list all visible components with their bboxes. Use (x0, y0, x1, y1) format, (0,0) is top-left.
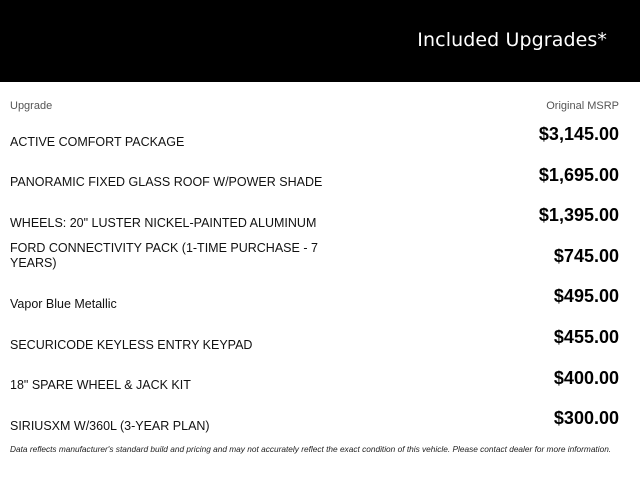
upgrade-name: ACTIVE COMFORT PACKAGE (10, 134, 185, 149)
upgrade-name: Vapor Blue Metallic (10, 296, 117, 311)
page-title: Included Upgrades* (417, 29, 607, 51)
upgrade-name: 18" SPARE WHEEL & JACK KIT (10, 378, 191, 393)
table-row (0, 237, 640, 278)
column-header-msrp: Original MSRP (546, 100, 619, 112)
upgrade-name: FORD CONNECTIVITY PACK (1-TIME PURCHASE - 7 YEARS) (10, 241, 318, 271)
table-row (0, 277, 640, 318)
upgrade-name: WHEELS: 20" LUSTER NICKEL-PAINTED ALUMINUM (10, 215, 317, 230)
column-header-upgrade: Upgrade (10, 100, 53, 112)
upgrade-name: PANORAMIC FIXED GLASS ROOF W/POWER SHADE (10, 175, 323, 190)
table-row (0, 156, 640, 197)
upgrade-price: $745.00 (553, 245, 619, 266)
upgrade-price: $400.00 (553, 367, 619, 388)
upgrades-table (0, 115, 640, 440)
table-row (0, 359, 640, 400)
table-row (0, 196, 640, 237)
upgrade-price: $495.00 (553, 286, 619, 307)
upgrade-price: $1,395.00 (538, 205, 619, 226)
upgrade-name: SIRIUSXM W/360L (3-YEAR PLAN) (10, 418, 210, 433)
table-row (0, 115, 640, 156)
table-row (0, 399, 640, 440)
upgrade-price: $3,145.00 (538, 124, 619, 144)
table-row (0, 318, 640, 359)
header-banner (0, 0, 640, 82)
upgrade-price: $455.00 (553, 326, 619, 347)
upgrade-price: $1,695.00 (538, 164, 619, 185)
upgrade-price: $300.00 (553, 408, 619, 429)
upgrade-name: SECURICODE KEYLESS ENTRY KEYPAD (10, 337, 253, 352)
disclaimer-text: Data reflects manufacturer's standard build and pricing and may not accurately reflect the exact condition of this vehicle. Please contact dealer for more information. (10, 444, 612, 454)
